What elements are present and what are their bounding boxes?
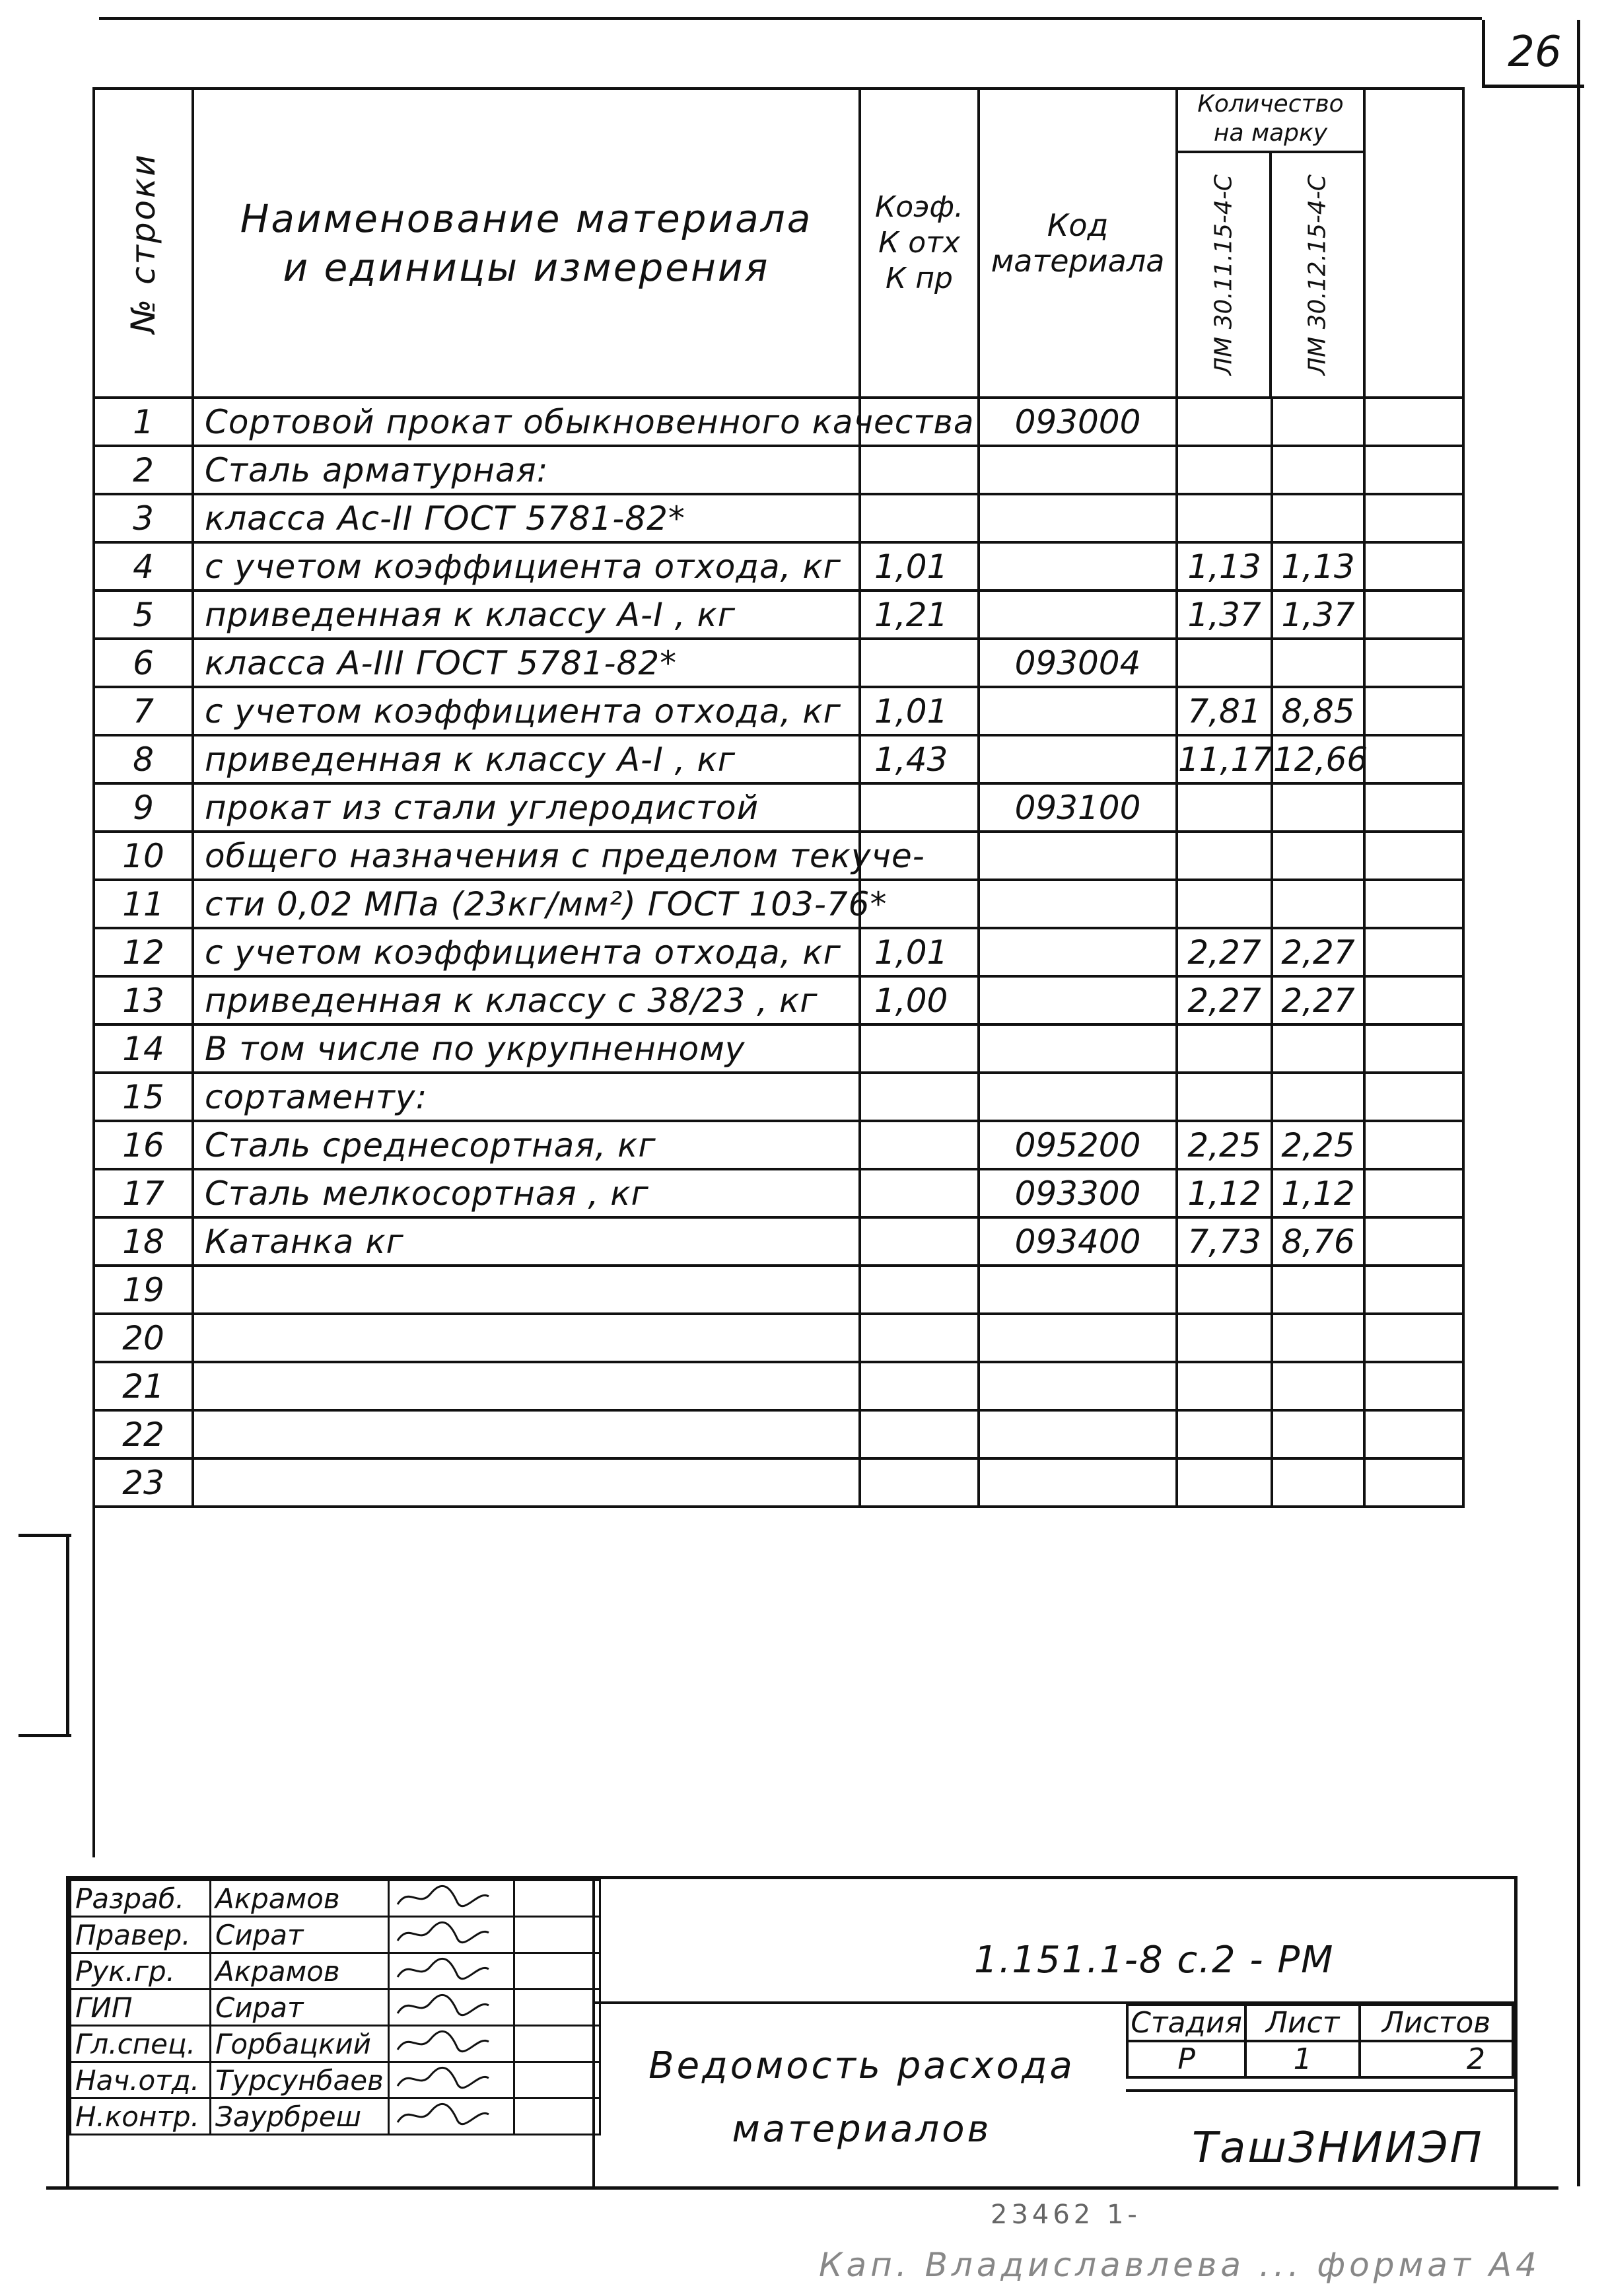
table-row xyxy=(94,735,1463,783)
material-code xyxy=(979,928,1177,976)
material-code xyxy=(979,446,1177,494)
handwritten-signature xyxy=(388,2099,514,2135)
row-number: 5 xyxy=(94,591,193,639)
signature-row xyxy=(71,2099,600,2135)
material-name: с учетом коэффициента отхода, кг xyxy=(193,928,860,976)
handwritten-signature xyxy=(388,2026,514,2062)
signature-row xyxy=(71,1990,600,2026)
material-code: 093100 xyxy=(979,783,1177,832)
signature-person: Горбацкий xyxy=(211,2026,389,2062)
top-border-line xyxy=(99,17,1482,20)
material-code xyxy=(979,1266,1177,1314)
quantity-mark-1: 1,37 xyxy=(1177,591,1272,639)
handwritten-signature xyxy=(388,1917,514,1953)
quantity-mark-1 xyxy=(1177,1314,1272,1362)
quantity-mark-2 xyxy=(1272,783,1364,832)
row-number: 4 xyxy=(94,542,193,591)
material-name xyxy=(193,1314,860,1362)
quantity-mark-1: 7,73 xyxy=(1177,1217,1272,1266)
signature-row xyxy=(71,2026,600,2062)
handwritten-signature xyxy=(388,2062,514,2099)
header-material-name xyxy=(193,89,860,398)
empty-cell xyxy=(1364,1024,1463,1073)
quantity-mark-2 xyxy=(1272,1073,1364,1121)
signature-person: Турсунбаев xyxy=(211,2062,389,2099)
material-code xyxy=(979,687,1177,735)
signature-person: Акрамов xyxy=(211,1953,389,1990)
sheets-label: Листов xyxy=(1360,2005,1513,2041)
sheet-title xyxy=(591,2034,1133,2161)
signature-role: Разраб. xyxy=(71,1881,211,1917)
empty-cell xyxy=(1364,1314,1463,1362)
coefficient xyxy=(860,1362,979,1410)
handwritten-signature xyxy=(388,1953,514,1990)
row-number: 6 xyxy=(94,639,193,687)
sheet-title-line1: Ведомость расхода xyxy=(648,2044,1075,2087)
signature-person: Сират xyxy=(211,1917,389,1953)
row-number: 22 xyxy=(94,1410,193,1458)
empty-cell xyxy=(1364,1266,1463,1314)
page-number: 26 xyxy=(1508,28,1562,77)
right-border-line xyxy=(1577,20,1580,2186)
material-name: Сталь арматурная: xyxy=(193,446,860,494)
quantity-mark-2: 8,76 xyxy=(1272,1217,1364,1266)
coefficient: 1,43 xyxy=(860,735,979,783)
material-name: сортаменту: xyxy=(193,1073,860,1121)
quantity-mark-2 xyxy=(1272,1314,1364,1362)
quantity-mark-2 xyxy=(1272,446,1364,494)
empty-cell xyxy=(1364,398,1463,446)
signature-row xyxy=(71,1953,600,1990)
quantity-mark-1 xyxy=(1177,832,1272,880)
row-number: 19 xyxy=(94,1266,193,1314)
empty-cell xyxy=(1364,1410,1463,1458)
empty-cell xyxy=(1364,1073,1463,1121)
sheet-title-line2: материалов xyxy=(732,2108,992,2151)
sheets-value: 2 xyxy=(1360,2041,1513,2077)
header-quantity xyxy=(1177,89,1364,398)
material-code xyxy=(979,1073,1177,1121)
stage-value: Р xyxy=(1127,2041,1245,2077)
row-number: 15 xyxy=(94,1073,193,1121)
footer-note: Кап. Владиславлева ... формат А4 xyxy=(819,2246,1541,2284)
coefficient xyxy=(860,639,979,687)
material-name: В том числе по укрупненному xyxy=(193,1024,860,1073)
header-code-line1: Код xyxy=(1047,207,1109,243)
material-name: общего назначения с пределом текуче- xyxy=(193,832,860,880)
quantity-mark-2 xyxy=(1272,398,1364,446)
quantity-mark-1 xyxy=(1177,639,1272,687)
material-code xyxy=(979,1314,1177,1362)
header-coef-line3: К пр xyxy=(886,262,953,295)
signature-role: ГИП xyxy=(71,1990,211,2026)
signature-row xyxy=(71,1881,600,1917)
row-number: 13 xyxy=(94,976,193,1024)
empty-cell xyxy=(1364,1169,1463,1217)
empty-cell xyxy=(1364,832,1463,880)
material-code: 093000 xyxy=(979,398,1177,446)
document-code: 1.151.1-8 с.2 - РМ xyxy=(974,1939,1335,1982)
coefficient: 1,01 xyxy=(860,928,979,976)
quantity-mark-2 xyxy=(1272,1024,1364,1073)
row-number: 7 xyxy=(94,687,193,735)
quantity-mark-2: 2,25 xyxy=(1272,1121,1364,1169)
coefficient: 1,01 xyxy=(860,687,979,735)
quantity-mark-2: 1,13 xyxy=(1272,542,1364,591)
material-code xyxy=(979,976,1177,1024)
empty-cell xyxy=(1364,880,1463,928)
signature-role: Н.контр. xyxy=(71,2099,211,2135)
row-number: 11 xyxy=(94,880,193,928)
signature-date xyxy=(514,1917,600,1953)
quantity-mark-1: 11,17 xyxy=(1177,735,1272,783)
header-mark-1: ЛМ 30.11.15-4-С xyxy=(1210,174,1238,375)
material-name: приведенная к классу А-I , кг xyxy=(193,735,860,783)
empty-cell xyxy=(1364,1121,1463,1169)
material-code xyxy=(979,494,1177,542)
row-number: 8 xyxy=(94,735,193,783)
table-row xyxy=(94,1266,1463,1314)
coefficient xyxy=(860,1266,979,1314)
coefficient xyxy=(860,446,979,494)
coefficient xyxy=(860,1121,979,1169)
material-code xyxy=(979,880,1177,928)
empty-cell xyxy=(1364,542,1463,591)
coefficient xyxy=(860,1024,979,1073)
empty-cell xyxy=(1364,1217,1463,1266)
bottom-border-line xyxy=(46,2186,1558,2190)
table-row xyxy=(94,494,1463,542)
material-code xyxy=(979,1024,1177,1073)
material-code xyxy=(979,735,1177,783)
materials-table xyxy=(92,87,1465,1508)
quantity-mark-2 xyxy=(1272,639,1364,687)
material-name: Сталь мелкосортная , кг xyxy=(193,1169,860,1217)
stage-block-hline xyxy=(1126,2089,1514,2092)
header-name-line1: Наименование материала xyxy=(240,196,813,241)
quantity-mark-1 xyxy=(1177,1362,1272,1410)
material-name: прокат из стали углеродистой xyxy=(193,783,860,832)
empty-cell xyxy=(1364,494,1463,542)
quantity-mark-1: 2,27 xyxy=(1177,928,1272,976)
quantity-mark-2: 1,12 xyxy=(1272,1169,1364,1217)
material-name: класса Ас-II ГОСТ 5781-82* xyxy=(193,494,860,542)
quantity-mark-1 xyxy=(1177,398,1272,446)
table-row xyxy=(94,1169,1463,1217)
quantity-mark-2: 2,27 xyxy=(1272,976,1364,1024)
table-row xyxy=(94,1217,1463,1266)
table-row xyxy=(94,832,1463,880)
quantity-mark-2: 12,66 xyxy=(1272,735,1364,783)
row-number: 17 xyxy=(94,1169,193,1217)
header-coef-line1: Коэф. xyxy=(875,190,963,224)
material-code xyxy=(979,1362,1177,1410)
signature-role: Гл.спец. xyxy=(71,2026,211,2062)
header-empty-column xyxy=(1364,89,1463,398)
material-name: Катанка кг xyxy=(193,1217,860,1266)
quantity-mark-2: 2,27 xyxy=(1272,928,1364,976)
coefficient xyxy=(860,1073,979,1121)
empty-cell xyxy=(1364,591,1463,639)
organization-name: ТашЗНИИЭП xyxy=(1192,2124,1484,2172)
material-name: приведенная к классу с 38/23 , кг xyxy=(193,976,860,1024)
quantity-mark-2 xyxy=(1272,494,1364,542)
table-row xyxy=(94,783,1463,832)
table-row xyxy=(94,542,1463,591)
handwritten-signature xyxy=(388,1990,514,2026)
row-number: 21 xyxy=(94,1362,193,1410)
row-number: 9 xyxy=(94,783,193,832)
header-name-line2: и единицы измерения xyxy=(283,245,770,290)
signature-row xyxy=(71,2062,600,2099)
row-number: 1 xyxy=(94,398,193,446)
coefficient xyxy=(860,1314,979,1362)
signature-date xyxy=(514,1953,600,1990)
header-code-line2: материала xyxy=(991,243,1165,279)
empty-cell xyxy=(1364,687,1463,735)
signature-date xyxy=(514,2099,600,2135)
material-name: с учетом коэффициента отхода, кг xyxy=(193,687,860,735)
row-number: 10 xyxy=(94,832,193,880)
table-row xyxy=(94,880,1463,928)
material-name: класса А-III ГОСТ 5781-82* xyxy=(193,639,860,687)
header-quantity-title: Количество на марку xyxy=(1178,90,1363,153)
coefficient xyxy=(860,1410,979,1458)
quantity-mark-1 xyxy=(1177,1024,1272,1073)
signature-role: Рук.гр. xyxy=(71,1953,211,1990)
signature-table xyxy=(69,1879,601,2135)
coefficient xyxy=(860,1169,979,1217)
stage-table xyxy=(1126,2003,1514,2079)
table-row xyxy=(94,1362,1463,1410)
quantity-mark-1 xyxy=(1177,1266,1272,1314)
table-row xyxy=(94,1024,1463,1073)
quantity-mark-1: 2,27 xyxy=(1177,976,1272,1024)
table-header-row xyxy=(94,89,1463,398)
material-name xyxy=(193,1458,860,1507)
empty-cell xyxy=(1364,976,1463,1024)
table-row xyxy=(94,1410,1463,1458)
quantity-mark-2 xyxy=(1272,1362,1364,1410)
row-number: 20 xyxy=(94,1314,193,1362)
row-number: 23 xyxy=(94,1458,193,1507)
row-number: 2 xyxy=(94,446,193,494)
table-row xyxy=(94,1073,1463,1121)
table-row xyxy=(94,687,1463,735)
quantity-mark-1 xyxy=(1177,1410,1272,1458)
material-name: приведенная к классу А-I , кг xyxy=(193,591,860,639)
material-code: 093400 xyxy=(979,1217,1177,1266)
handwritten-signature xyxy=(388,1881,514,1917)
signature-person: Заурбреш xyxy=(211,2099,389,2135)
table-row xyxy=(94,398,1463,446)
table-row xyxy=(94,976,1463,1024)
empty-cell xyxy=(1364,1362,1463,1410)
signature-date xyxy=(514,1990,600,2026)
material-code: 093004 xyxy=(979,639,1177,687)
row-number: 3 xyxy=(94,494,193,542)
binding-mark-bottom xyxy=(18,1734,71,1737)
signature-date xyxy=(514,2026,600,2062)
binding-mark-top xyxy=(18,1534,71,1537)
signature-role: Нач.отд. xyxy=(71,2062,211,2099)
quantity-mark-1 xyxy=(1177,1458,1272,1507)
header-coefficient xyxy=(860,89,979,398)
stage-label: Стадия xyxy=(1127,2005,1245,2041)
empty-cell xyxy=(1364,735,1463,783)
quantity-mark-2 xyxy=(1272,832,1364,880)
material-code: 093300 xyxy=(979,1169,1177,1217)
coefficient xyxy=(860,783,979,832)
material-name: сти 0,02 МПа (23кг/мм²) ГОСТ 103-76* xyxy=(193,880,860,928)
signature-date xyxy=(514,1881,600,1917)
header-coef-line2: К отх xyxy=(878,226,960,260)
material-code xyxy=(979,591,1177,639)
table-row xyxy=(94,1314,1463,1362)
coefficient xyxy=(860,494,979,542)
empty-cell xyxy=(1364,783,1463,832)
coefficient xyxy=(860,1458,979,1507)
coefficient: 1,01 xyxy=(860,542,979,591)
quantity-mark-2 xyxy=(1272,1410,1364,1458)
quantity-mark-2 xyxy=(1272,1458,1364,1507)
quantity-mark-1 xyxy=(1177,446,1272,494)
signature-person: Акрамов xyxy=(211,1881,389,1917)
coefficient: 1,21 xyxy=(860,591,979,639)
material-code xyxy=(979,542,1177,591)
material-name: с учетом коэффициента отхода, кг xyxy=(193,542,860,591)
coefficient xyxy=(860,1217,979,1266)
empty-cell xyxy=(1364,928,1463,976)
quantity-mark-1 xyxy=(1177,1073,1272,1121)
material-name xyxy=(193,1410,860,1458)
empty-cell xyxy=(1364,1458,1463,1507)
coefficient: 1,00 xyxy=(860,976,979,1024)
sheet-label: Лист xyxy=(1245,2005,1360,2041)
quantity-mark-1 xyxy=(1177,880,1272,928)
material-name xyxy=(193,1266,860,1314)
empty-cell xyxy=(1364,639,1463,687)
quantity-mark-1 xyxy=(1177,494,1272,542)
row-number: 16 xyxy=(94,1121,193,1169)
row-number: 18 xyxy=(94,1217,193,1266)
table-row xyxy=(94,1121,1463,1169)
table-row xyxy=(94,591,1463,639)
binding-mark-vertical xyxy=(66,1534,69,1737)
material-code xyxy=(979,1410,1177,1458)
material-code xyxy=(979,1458,1177,1507)
quantity-mark-1 xyxy=(1177,783,1272,832)
quantity-mark-2 xyxy=(1272,880,1364,928)
title-block xyxy=(66,1876,1518,2190)
table-row xyxy=(94,639,1463,687)
archive-stamp-number: 23462 1- xyxy=(991,2200,1141,2230)
material-name xyxy=(193,1362,860,1410)
material-name: Сортовой прокат обыкновенного качества xyxy=(193,398,860,446)
quantity-mark-2: 1,37 xyxy=(1272,591,1364,639)
empty-cell xyxy=(1364,446,1463,494)
signature-row xyxy=(71,1917,600,1953)
sheet-value: 1 xyxy=(1245,2041,1360,2077)
signature-date xyxy=(514,2062,600,2099)
quantity-mark-2 xyxy=(1272,1266,1364,1314)
quantity-mark-1: 1,12 xyxy=(1177,1169,1272,1217)
table-row xyxy=(94,1458,1463,1507)
header-material-code xyxy=(979,89,1177,398)
material-name: Сталь среднесортная, кг xyxy=(193,1121,860,1169)
row-number: 12 xyxy=(94,928,193,976)
header-mark-2: ЛМ 30.12.15-4-С xyxy=(1269,153,1363,396)
quantity-mark-1: 7,81 xyxy=(1177,687,1272,735)
header-row-number: № строки xyxy=(94,89,193,398)
quantity-mark-2: 8,85 xyxy=(1272,687,1364,735)
page-number-box xyxy=(1482,20,1584,88)
material-code: 095200 xyxy=(979,1121,1177,1169)
quantity-mark-1: 2,25 xyxy=(1177,1121,1272,1169)
material-code xyxy=(979,832,1177,880)
signature-role: Правер. xyxy=(71,1917,211,1953)
quantity-mark-1: 1,13 xyxy=(1177,542,1272,591)
table-row xyxy=(94,928,1463,976)
row-number: 14 xyxy=(94,1024,193,1073)
signature-person: Сират xyxy=(211,1990,389,2026)
table-row xyxy=(94,446,1463,494)
